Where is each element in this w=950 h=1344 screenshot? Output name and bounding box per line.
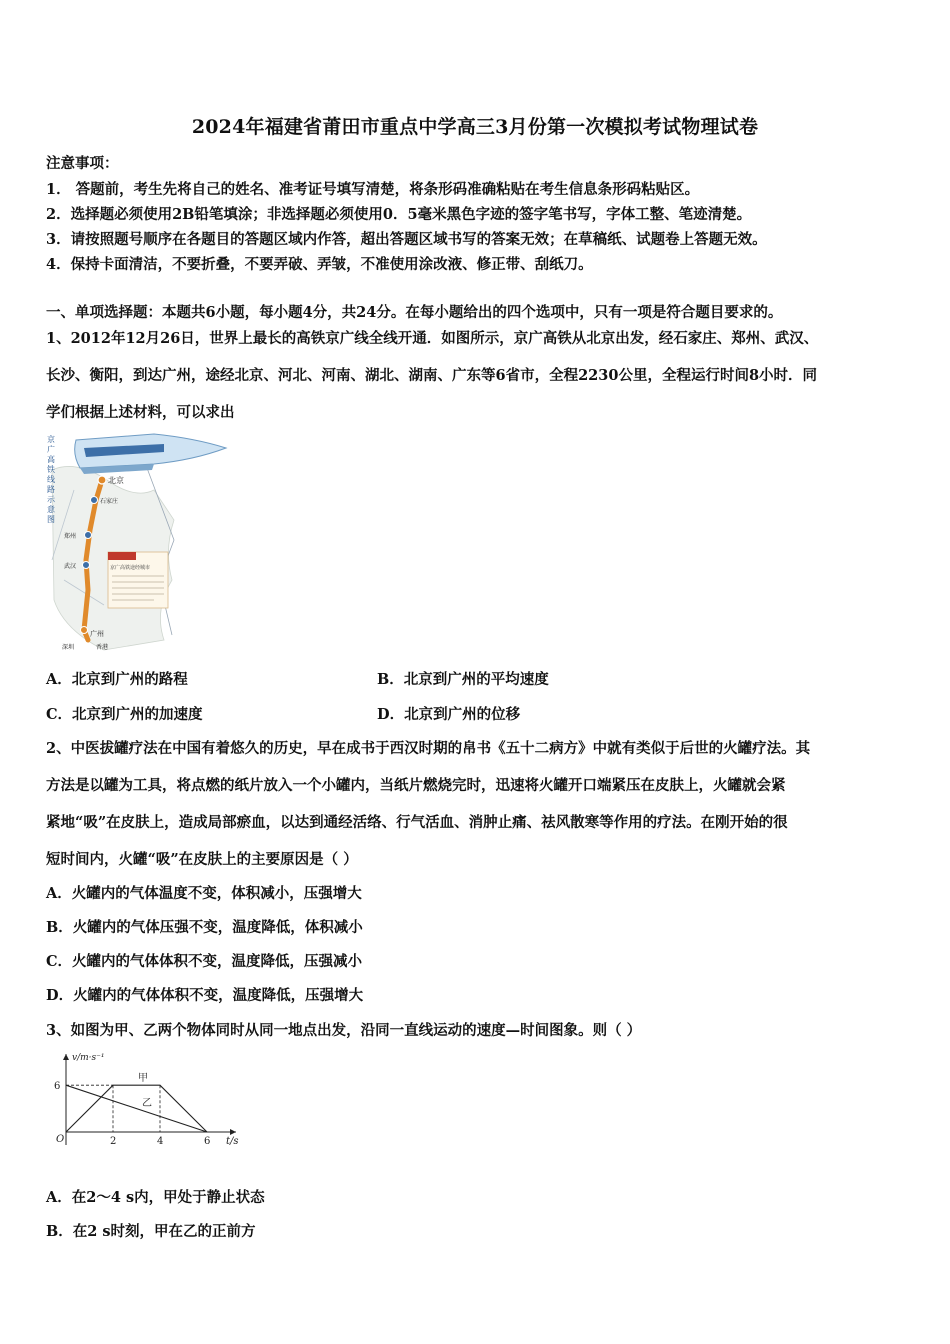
map-side-title-char: 意: [47, 505, 55, 514]
map-side-title-char: 广: [47, 445, 55, 454]
map-side-title-char: 铁: [47, 465, 55, 474]
railway-map-figure: [44, 430, 234, 652]
city-label: 郑州: [64, 533, 77, 540]
legend-title: 京广高铁途经城市: [110, 565, 151, 571]
x-tick-label: 6: [204, 1136, 211, 1147]
city-dot: [85, 532, 92, 539]
x-tick-label: 4: [157, 1136, 164, 1147]
x-axis-label: t/s: [226, 1136, 239, 1147]
origin-label: O: [56, 1134, 65, 1145]
q2-option-a[interactable]: A．火罐内的气体温度不变，体积减小，压强增大: [46, 885, 362, 902]
section-heading: 一、单项选择题：本题共6小题，每小题4分，共24分。在每小题给出的四个选项中，只有一项是符合题目要求的。: [46, 304, 783, 321]
yi-label: 乙: [142, 1098, 152, 1109]
q2-line-2: 方法是以罐为工具，将点燃的纸片放入一个小罐内，当纸片燃烧完时，迅速将火罐开口端紧压在皮肤上，火罐就会紧: [46, 777, 786, 794]
q3-option-a[interactable]: A．在2～4 s内，甲处于静止状态: [46, 1189, 265, 1206]
city-label: 武汉: [64, 563, 77, 570]
notice-item-2: 2．选择题必须使用2B铅笔填涂；非选择题必须使用0．5毫米黑色字迹的签字笔书写，字体工整、笔迹清楚。: [46, 206, 752, 223]
map-side-title-char: 示: [47, 495, 55, 504]
x-axis-arrow: [230, 1129, 236, 1135]
q1-line-3: 学们根据上述材料，可以求出: [46, 404, 235, 421]
notice-item-3: 3．请按照题号顺序在各题目的答题区域内作答，超出答题区域书写的答案无效；在草稿纸、试题卷上答题无效。: [46, 231, 767, 248]
q2-line-1: 2、中医拔罐疗法在中国有着悠久的历史，早在成书于西汉时期的帛书《五十二病方》中就有类似于后世的火罐疗法。其: [46, 740, 811, 757]
map-side-title-char: 高: [47, 455, 55, 464]
q1-line-2: 长沙、衡阳，到达广州，途经北京、河北、河南、湖北、湖南、广东等6省市，全程2230公里，全程运行时间8小时．同: [46, 367, 818, 384]
q1-line-1: 1、2012年12月26日，世界上最长的高铁京广线全线开通．如图所示，京广高铁从北京出发，经石家庄、郑州、武汉、: [46, 330, 819, 347]
city-label: 北京: [108, 476, 124, 485]
q1-option-a[interactable]: A．北京到广州的路程: [46, 671, 188, 688]
notice-item-1: 1． 答题前，考生先将自己的姓名、准考证号填写清楚，将条形码准确粘贴在考生信息条形码粘贴区。: [46, 181, 700, 198]
city-label: 深圳: [62, 644, 75, 651]
q2-option-c[interactable]: C．火罐内的气体体积不变，温度降低，压强减小: [46, 953, 363, 970]
city-label: 广州: [90, 630, 104, 638]
city-dot: [91, 497, 98, 504]
legend-header: [108, 552, 136, 560]
map-side-title-char: 线: [47, 475, 55, 484]
velocity-time-graph: [46, 1050, 246, 1150]
notice-item-4: 4．保持卡面清洁，不要折叠，不要弄破、弄皱，不准使用涂改液、修正带、刮纸刀。: [46, 256, 593, 273]
map-side-title: [47, 434, 58, 524]
q1-option-c[interactable]: C．北京到广州的加速度: [46, 706, 203, 723]
map-side-title-char: 图: [47, 515, 55, 524]
map-side-title-char: 京: [47, 435, 55, 444]
city-dot: [98, 476, 106, 484]
yi-series-line: [66, 1085, 207, 1132]
y-axis-label: v/m·s⁻¹: [72, 1053, 105, 1063]
exam-title: 2024年福建省莆田市重点中学高三3月份第一次模拟考试物理试卷: [191, 116, 759, 138]
q3-option-b[interactable]: B．在2 s时刻，甲在乙的正前方: [46, 1223, 256, 1240]
q1-option-b[interactable]: B．北京到广州的平均速度: [377, 671, 549, 688]
city-dot: [83, 562, 90, 569]
x-tick-label: 2: [110, 1136, 117, 1147]
city-label: 香港: [96, 644, 109, 651]
y-axis-arrow: [63, 1054, 69, 1060]
map-side-title-char: 路: [47, 485, 55, 494]
city-dot: [81, 627, 88, 634]
city-label: 石家庄: [100, 498, 119, 505]
jia-label: 甲: [138, 1073, 148, 1084]
q2-line-4: 短时间内，火罐“吸”在皮肤上的主要原因是（ ）: [46, 851, 358, 868]
q1-option-d[interactable]: D．北京到广州的位移: [377, 706, 521, 723]
q2-option-d[interactable]: D．火罐内的气体体积不变，温度降低，压强增大: [46, 987, 364, 1004]
y-tick-label: 6: [54, 1081, 61, 1093]
q2-option-b[interactable]: B．火罐内的气体压强不变，温度降低，体积减小: [46, 919, 363, 936]
notice-heading: 注意事项：: [46, 155, 119, 172]
q3-stem: 3、如图为甲、乙两个物体同时从同一地点出发，沿同一直线运动的速度—时间图象。则（ ）: [46, 1022, 642, 1039]
legend-box: [108, 552, 168, 608]
q2-line-3: 紧地“吸”在皮肤上，造成局部瘀血，以达到通经活络、行气活血、消肿止痛、祛风散寒等作用的疗法。在刚开始的很: [46, 814, 788, 831]
